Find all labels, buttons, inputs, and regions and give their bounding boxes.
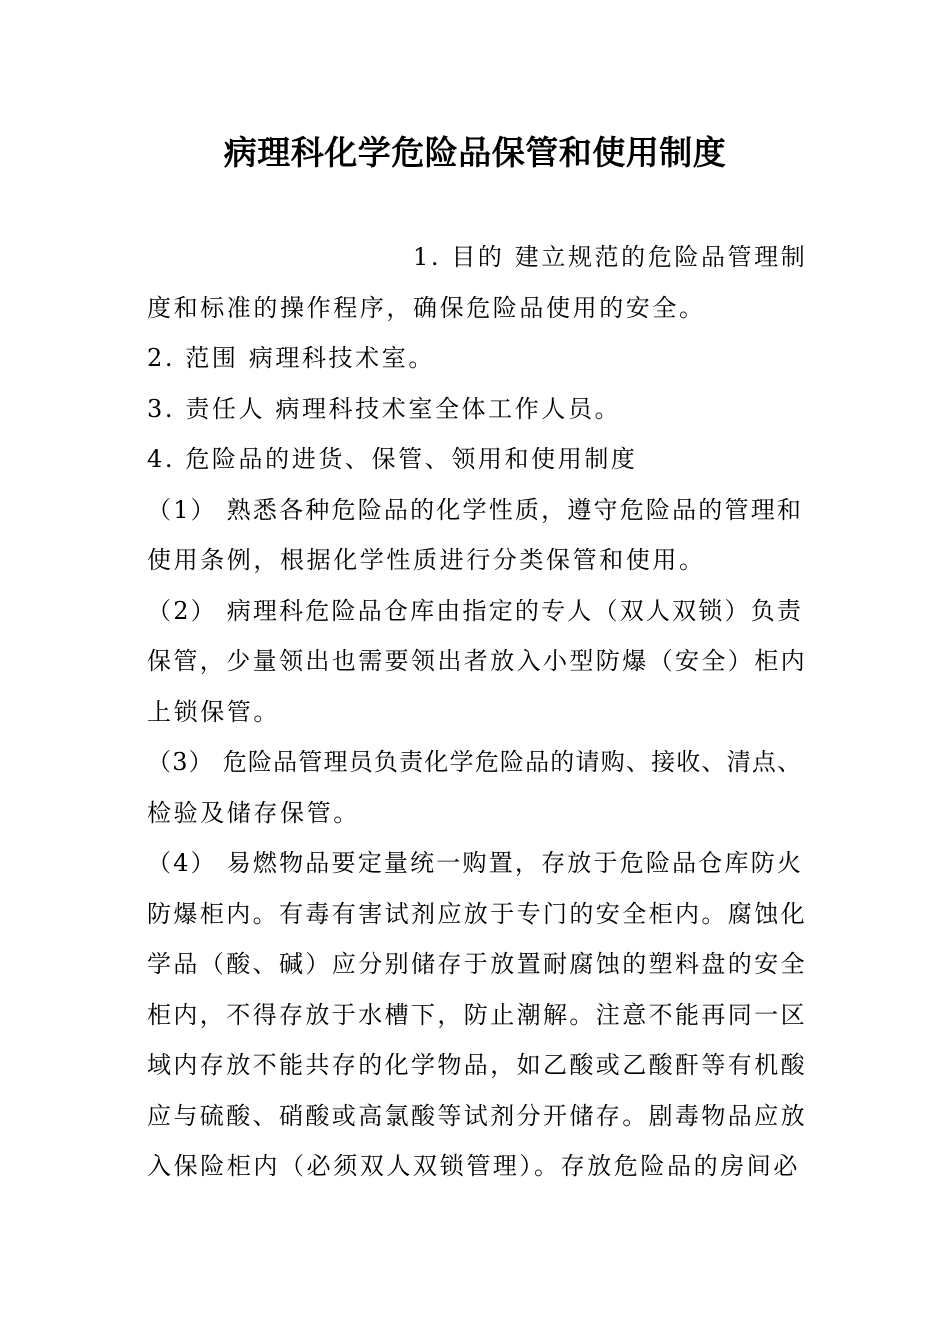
paragraph-line: 学品（酸、碱）应分别储存于放置耐腐蚀的塑料盘的安全: [147, 950, 807, 978]
section-heading: 4. 危险品的进货、保管、领用和使用制度: [147, 445, 638, 473]
paragraph-line: 检验及储存保管。: [147, 798, 360, 827]
document-title: 病理科化学危险品保管和使用制度: [223, 133, 727, 172]
paragraph-line: 保管，少量领出也需要领出者放入小型防爆（安全）柜内: [147, 647, 807, 675]
paragraph-line-responsible: 3. 责任人 病理科技术室全体工作人员。: [147, 394, 622, 423]
paragraph-line: 防爆柜内。有毒有害试剂应放于专门的安全柜内。腐蚀化: [147, 899, 807, 928]
paragraph-line: 上锁保管。: [147, 697, 280, 726]
document-body: [147, 232, 807, 1192]
paragraph-line-item-1: （1） 熟悉各种危险品的化学性质，遵守危险品的管理和: [147, 495, 804, 524]
paragraph-line: 应与硫酸、硝酸或高氯酸等试剂分开储存。剧毒物品应放: [147, 1101, 807, 1130]
paragraph-line: 度和标准的操作程序，确保危险品使用的安全。: [147, 293, 706, 322]
paragraph-line-item-4: （4） 易燃物品要定量统一购置，存放于危险品仓库防火: [147, 849, 804, 877]
paragraph-line: 域内存放不能共存的化学物品，如乙酸或乙酸酐等有机酸: [147, 1051, 807, 1079]
paragraph-line: 使用条例，根据化学性质进行分类保管和使用。: [147, 546, 706, 574]
paragraph-line-purpose: 1. 目的 建立规范的危险品管理制: [413, 243, 808, 271]
paragraph-line-scope: 2. 范围 病理科技术室。: [147, 344, 435, 372]
paragraph-line-item-2: （2） 病理科危险品仓库由指定的专人（双人双锁）负责: [147, 596, 804, 625]
paragraph-line-item-3: （3） 危险品管理员负责化学危险品的请购、接收、清点、: [147, 748, 803, 776]
paragraph-line: 柜内，不得存放于水槽下，防止潮解。注意不能再同一区: [147, 1000, 807, 1029]
paragraph-line: 入保险柜内（必须双人双锁管理）。存放危险品的房间必: [147, 1152, 800, 1180]
